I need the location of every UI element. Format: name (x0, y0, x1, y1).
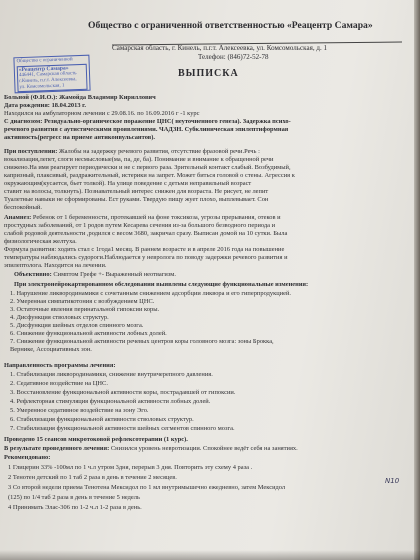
page-edge-shadow (414, 0, 420, 560)
diagnosis-line-2: речевого развития с аутистическими проявлениями. ЧАДЗН. Субклиническая эпилептиформная (4, 126, 289, 133)
dob-label: Дата рождения: (4, 102, 50, 109)
stay-line: Находился на амбулаторном лечении с 29.08.16. по 16.09.2016 г -1 курс (4, 110, 200, 117)
recommend-title: Рекомендовано: (4, 454, 51, 461)
stamp-name: «Реацентр Самара» (18, 65, 69, 74)
page-bottom-shadow (0, 550, 420, 560)
org-address: Самарская область, г. Кинель, п.г.т. Алексеевка, ул. Комсомольская, д. 1 (112, 44, 328, 52)
finding-item: 3. Остаточные явления перинатальной гипоксии коры. (10, 306, 160, 313)
finding-item: 4. Дисфункция стволовых структур. (10, 314, 109, 321)
therapy-item: 7. Стабилизация функциональной активности шейных сегментов спинного мозга. (10, 425, 235, 432)
diagnosis-line-3: активность(регресс на приеме антиконвульсантов). (4, 134, 155, 141)
therapy-item: 4. Рефлекторная стимуляция функциональной активности лобных долей. (10, 398, 211, 405)
objective-line: Объективно: Симптом Грефе +- Выраженный неотвагизм. (14, 271, 176, 278)
formula-line: Формула развития: ходить стал с 1года1 месяц. В раннем возрасте и в апреле 2016 года на повышение (4, 246, 285, 253)
patient-name: Жамойда Владимир Кириллович (59, 94, 156, 101)
diagnosis-line-1: С диагнозом: Резидуально-органическое поражение ЦНС( неуточненного генеза). Задержка психо- (4, 118, 291, 125)
therapy-item: 3. Восстановление функциональной активности коры, пострадавшей от гипоксии. (10, 389, 236, 396)
finding-item: 5. Дисфункция шейных отделов спинного мозга. (10, 322, 144, 329)
formula-line: температуры наблюдались судороги.Наблюдается у невролога по поводу задержки речевого развития и (4, 254, 288, 261)
stamp-line: г.Кинель, п.г.т. Алексеевка, (19, 77, 77, 85)
recommend-item: 4 Принимать Элас-306 по 1-2 ч.л 1-2 раза в день. (8, 504, 142, 511)
result-line: В результате проведенного лечения: Снизился уровень невротизации. Спокойнее ведёт себя на занятиях. (4, 445, 298, 452)
objective-label: Объективно: (14, 271, 52, 278)
document-title: ВЫПИСКА (178, 68, 239, 79)
stamp-line: ул. Комсомольская, 1 (19, 83, 65, 91)
stamp-line: Общество с ограниченной (16, 57, 73, 65)
findings-title: При электронейрокартированном обследовании выявлены следующие функциональные изменения: (14, 281, 309, 288)
recommend-item: 2 Тенотен детский по 1 таб 2 раза в день в течение 2 месяцев. (8, 474, 177, 481)
finding-item: 1. Нарушение ликвородинамики с сочетанным снижением адсорбции ликвора и его гиперпродукцией. (10, 290, 292, 297)
diagnosis-label: С диагнозом: (4, 118, 43, 125)
handwritten-note: N10 (385, 477, 400, 485)
therapy-item: 6. Стабилизация функциональной активности стволовых структур. (10, 416, 194, 423)
anamnesis-line: физиологическая желтуха. (4, 238, 77, 245)
therapy-item: 5. Умеренное седативное воздействие на зону Эго. (10, 407, 149, 414)
clinic-stamp (13, 55, 90, 94)
admission-line: окружающим(кусается, бьет толкой). На улице поведение с детьми неправильный возраст (4, 180, 252, 187)
admission-line: беспокойный. (4, 204, 42, 211)
therapy-title: Направленность программы лечения: (4, 362, 116, 369)
finding-item: 6. Снижение функциональной активности лобных долей. (10, 330, 167, 337)
finding-item: Вернике, Ассоциативных зон. (10, 346, 92, 353)
therapy-item: 2. Седативное воздействие на ЦНС. (10, 380, 108, 387)
result-label: В результате проведенного лечения: (4, 445, 110, 452)
recommend-item: 3 Со второй недели приема Тенотена Мексидол по 1 мл внутримышечно ежедневно, затем Мексидол (8, 484, 286, 491)
recommend-item: (125) по 1/4 таб 2 раза в день в течение 5 недель (8, 494, 140, 501)
admission-label: При поступлении: (4, 148, 58, 155)
formula-line: эпилептолога. Находится на лечении. (4, 262, 107, 269)
finding-item: 7. Снижение функциональной активности речевых центров коры головного мозга: зоны Брокка, (10, 338, 274, 345)
patient-row (4, 94, 156, 101)
admission-line: капризный, плаксивый, раздражительный, истерики на запрет. Может биться головой о стены. Агрессия к (4, 172, 295, 179)
admission-line: снижено.На имя реагирует периодически и не с первого раза. Зрительный контакт слабый. Возбудимый, (4, 164, 291, 171)
anamnesis-line: слабой родовой деятельности ,родился с весом 3680, закричал сразу. Выписан домой на 10 сутки. Была (4, 230, 288, 237)
finding-item: 2. Умеренная симпатикотония с возбуждением ЦНС. (10, 298, 155, 305)
org-phone: Телефон: (846)72-52-78 (198, 53, 269, 61)
recommend-item: 1 Глицерин 33% -100мл по 1 ч.л утром 3дня, перерыв 3 дня. Повторить эту схему 4 раза . (8, 464, 253, 471)
anamnesis-line: простудных заболеваний, от 1 родов путем Кесарева сечения из-за большого безводного периода и (4, 222, 276, 229)
admission-line: вокализация,лепет, слоги несмысловые(ма, па, де, ба). Понимание и внимание к обращенной речи (4, 156, 274, 163)
dob-row (4, 102, 86, 109)
sessions-line: Проведено 15 сеансов микротоковой рефлексотерапии (1 курс). (4, 436, 188, 443)
admission-line: Туалетные навыки не сформированы. Ест руками. Твердую пищу жует плохо, выплевывает. Сон (4, 196, 269, 203)
patient-label: Больной (Ф.И.О.): (4, 94, 58, 101)
anamnesis-line: Анамнез: Ребенок от 1 беременности, протекавшей на фоне токсикоза, угрозы прерывания, отеков и (4, 214, 281, 221)
therapy-item: 1. Стабилизация ликвородинамики, снижение внутричерепного давления. (10, 371, 213, 378)
admission-line: При поступлении: Жалобы на задержку речевого развития, отсутствие фразовой речи.Речь : (4, 148, 260, 155)
admission-line: ставит на волосы, толкнуть). Познавательный интерес снижен для возраста. Не рисует, не лепит (4, 188, 269, 195)
org-name: Общество с ограниченной ответственностью «Реацентр Самара» (88, 20, 373, 31)
stamp-inner-box (17, 64, 88, 92)
anamnesis-label: Анамнез: (4, 214, 32, 221)
dob-value: 18.04.2013 г. (51, 102, 86, 109)
stamp-line: 446441, Самарская область (18, 71, 77, 79)
